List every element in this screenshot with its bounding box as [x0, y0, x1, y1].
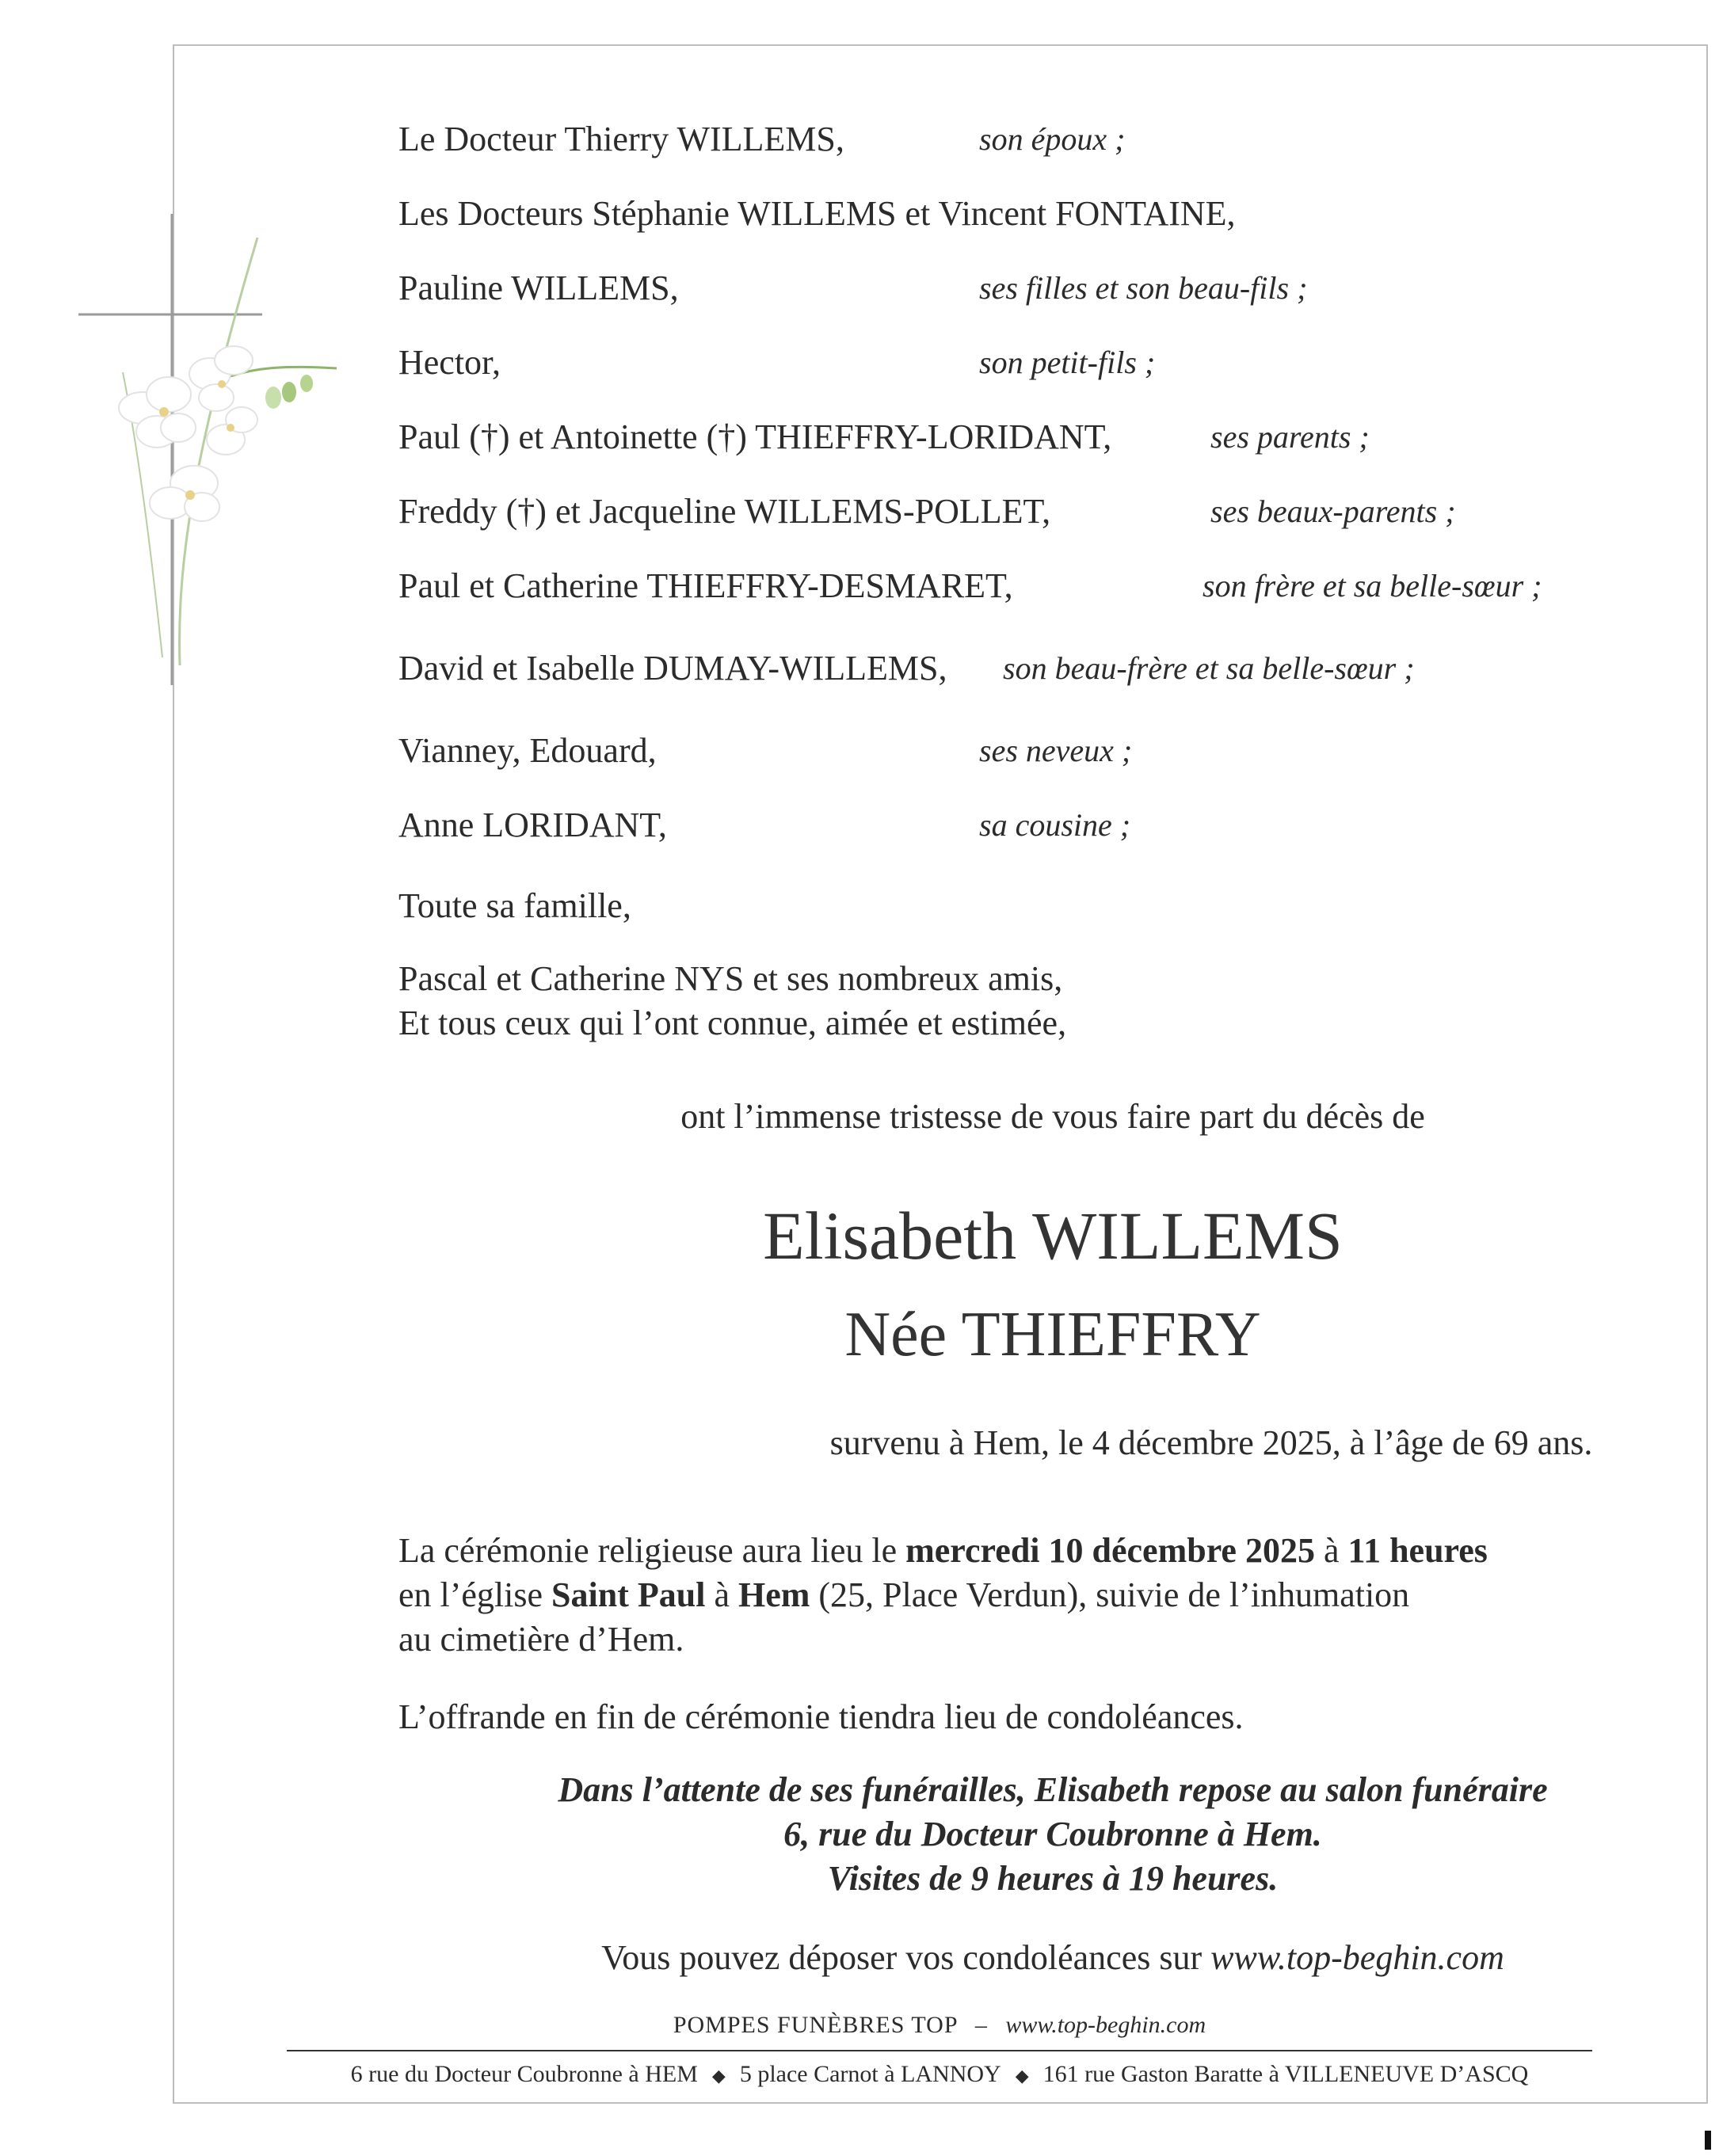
family-name-1: Le Docteur Thierry WILLEMS, — [398, 120, 844, 158]
resting-info — [285, 1768, 1719, 1901]
family-name-5: Paul (†) et Antoinette (†) THIEFFRY-LORIDANT, — [398, 417, 1112, 456]
friends-line-1: Pascal et Catherine NYS et ses nombreux amis, — [398, 959, 1063, 998]
company-name: POMPES FUNÈBRES TOP — [673, 2012, 958, 2038]
footer-addresses — [287, 2061, 1592, 2088]
ceremony-paragraph — [398, 1529, 1488, 1662]
family-relation-10: sa cousine ; — [979, 807, 1131, 843]
family-name-9: Vianney, Edouard, — [398, 731, 657, 770]
resting-line-1: Dans l’attente de ses funérailles, Elisabeth repose au salon funéraire — [558, 1770, 1548, 1809]
cross-orchid-icon — [75, 190, 345, 697]
condolences-link[interactable]: www.top-beghin.com — [1210, 1938, 1504, 1977]
friends-line-2: Et tous ceux qui l’ont connue, aimée et estimée, — [398, 1004, 1067, 1042]
ceremony-city: Hem — [738, 1575, 810, 1614]
offering-note: L’offrande en fin de cérémonie tiendra lieu de condoléances. — [398, 1697, 1244, 1736]
whole-family: Toute sa famille, — [398, 886, 631, 925]
address-lannoy: 5 place Carnot à LANNOY — [739, 2061, 1001, 2087]
family-relation-1: son époux ; — [979, 121, 1126, 157]
bullet-icon: ◆ — [1015, 2066, 1029, 2086]
death-info: survenu à Hem, le 4 décembre 2025, à l’âge de 69 ans. — [829, 1423, 1593, 1462]
family-relation-8: son beau-frère et sa belle-sœur ; — [1003, 650, 1415, 686]
ceremony-date: mercredi 10 décembre 2025 — [905, 1531, 1315, 1570]
footer-company-line: POMPES FUNÈBRES TOP – www.top-beghin.com — [673, 2012, 1206, 2038]
bullet-icon: ◆ — [711, 2066, 726, 2086]
footer-website[interactable]: www.top-beghin.com — [1005, 2012, 1206, 2038]
family-relation-3: ses filles et son beau-fils ; — [979, 270, 1308, 306]
ceremony-church: Saint Paul — [551, 1575, 706, 1614]
ceremony-time: 11 heures — [1347, 1531, 1488, 1570]
family-name-8: David et Isabelle DUMAY-WILLEMS, — [398, 649, 947, 688]
family-name-2: Les Docteurs Stéphanie WILLEMS et Vincent FONTAINE, — [398, 194, 1236, 233]
address-villeneuve: 161 rue Gaston Baratte à VILLENEUVE D’ASCQ — [1042, 2061, 1529, 2087]
ceremony-line-2: en l’église Saint Paul à Hem (25, Place Verdun), suivie de l’inhumation — [398, 1575, 1410, 1614]
ceremony-line-3: au cimetière d’Hem. — [398, 1620, 684, 1659]
family-relation-7: son frère et sa belle-sœur ; — [1203, 568, 1542, 604]
footer-divider — [287, 2050, 1592, 2051]
ceremony-line-1: La cérémonie religieuse aura lieu le mercredi 10 décembre 2025 à 11 heures — [398, 1531, 1488, 1570]
address-hem: 6 rue du Docteur Coubronne à HEM — [350, 2061, 698, 2087]
family-name-10: Anne LORIDANT, — [398, 806, 667, 844]
scan-mark — [1705, 2131, 1711, 2150]
resting-line-3: Visites de 9 heures à 19 heures. — [827, 1859, 1279, 1898]
family-relation-9: ses neveux ; — [979, 733, 1133, 768]
deceased-maiden-name: Née THIEFFRY — [844, 1300, 1261, 1369]
family-relation-6: ses beaux-parents ; — [1210, 493, 1456, 529]
condolences-line: Vous pouvez déposer vos condoléances sur www.top-beghin.com — [601, 1938, 1504, 1977]
family-name-3: Pauline WILLEMS, — [398, 269, 679, 307]
family-relation-5: ses parents ; — [1210, 419, 1370, 455]
resting-line-2: 6, rue du Docteur Coubronne à Hem. — [783, 1815, 1322, 1853]
family-name-6: Freddy (†) et Jacqueline WILLEMS-POLLET, — [398, 492, 1051, 531]
family-name-4: Hector, — [398, 343, 501, 382]
announcement: ont l’immense tristesse de vous faire part du décès de — [680, 1097, 1425, 1136]
deceased-name: Elisabeth WILLEMS — [763, 1198, 1343, 1274]
family-name-7: Paul et Catherine THIEFFRY-DESMARET, — [398, 566, 1013, 605]
family-relation-4: son petit-fils ; — [979, 345, 1156, 380]
